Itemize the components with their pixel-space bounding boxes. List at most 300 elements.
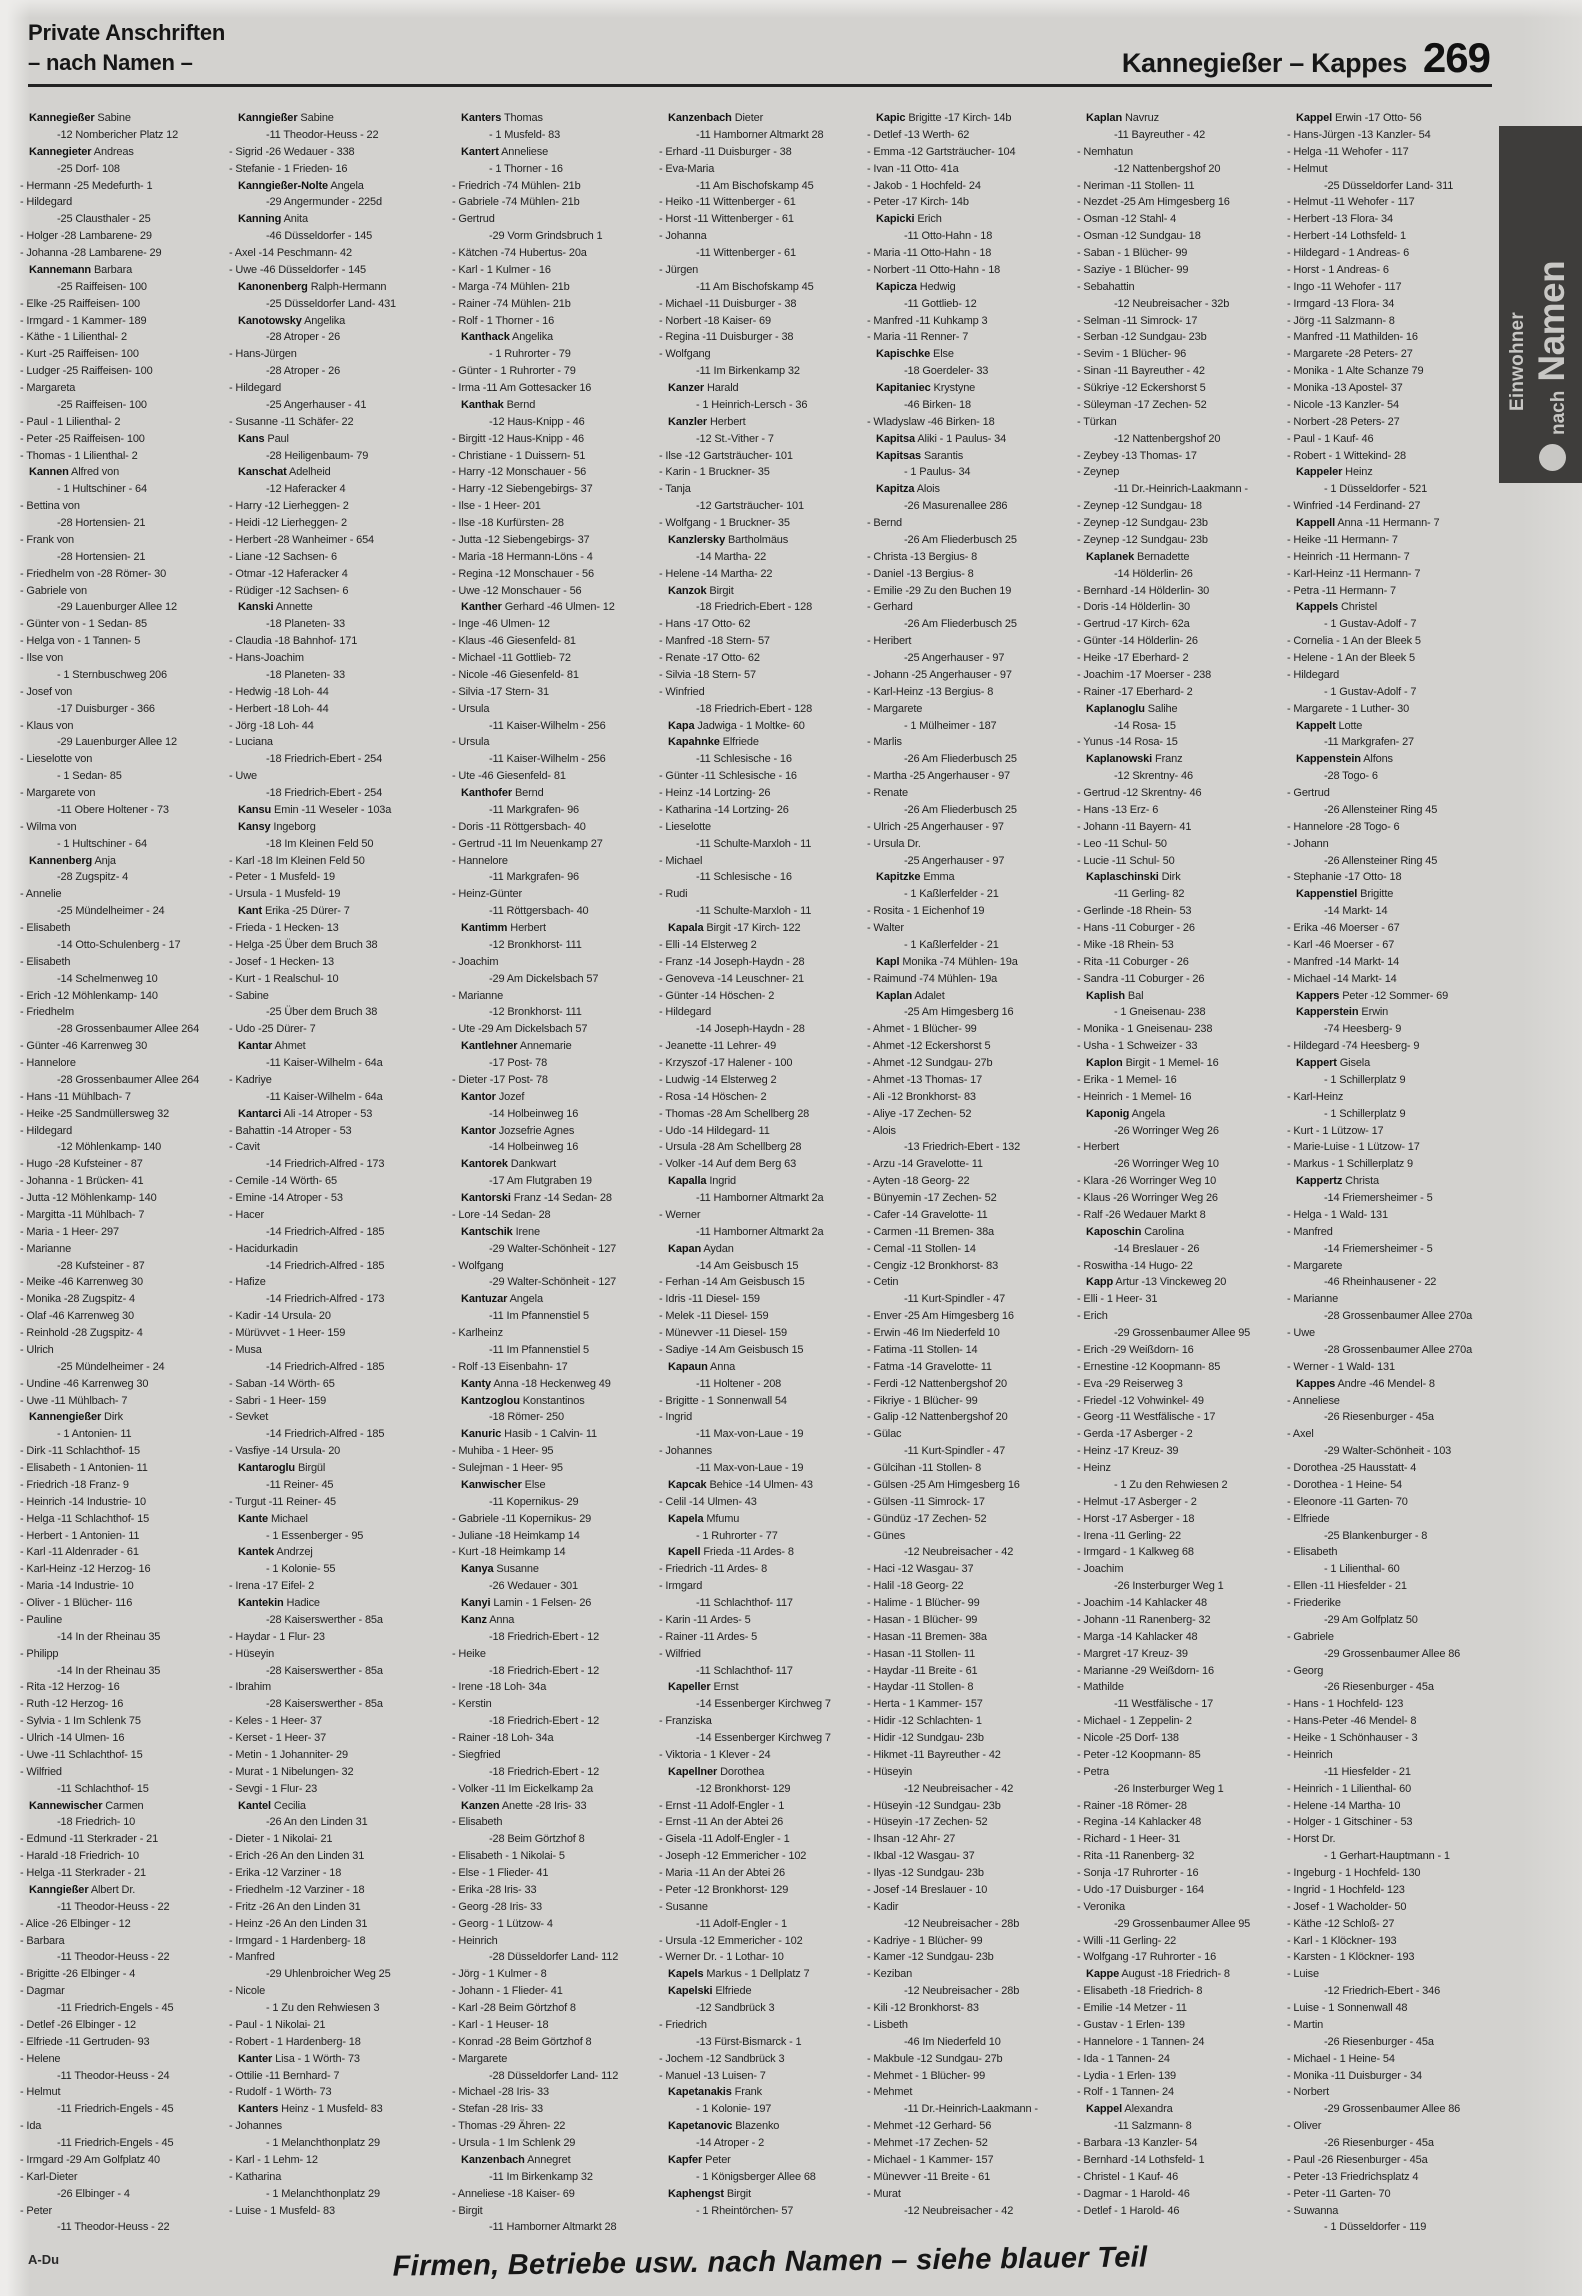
directory-line: - Monika -13 Apostel- 37 (1287, 382, 1403, 394)
directory-line: - Ursula -28 Am Schellberg 28 (659, 1141, 802, 1154)
directory-line: - Erika -46 Moerser - 67 (1287, 922, 1400, 934)
directory-line: - Raimund -74 Mühlen- 19a (867, 972, 998, 985)
directory-line: - Zeynep -12 Sundgau- 23b (1077, 517, 1208, 529)
directory-line: - Werner (659, 1208, 701, 1221)
directory-line: - Haci -12 Wasgau- 37 (867, 1563, 974, 1576)
directory-line: - Alice -26 Elbinger - 12 (20, 1917, 131, 1930)
directory-line: - Helga von - 1 Tannen- 5 (20, 635, 141, 648)
directory-line: - Günter -14 Hölderlin- 26 (1077, 635, 1198, 648)
directory-line: - Heike - 1 Schönhauser - 3 (1287, 1732, 1418, 1744)
directory-line: - Hermann -25 Medefurth- 1 (20, 179, 153, 192)
directory-line: - Uwe (1287, 1327, 1315, 1339)
directory-line: -11 Gerling- 82 (1114, 888, 1185, 901)
page-number: 269 (1422, 34, 1490, 81)
directory-line: - Margarete von (20, 787, 96, 799)
directory-line: - Ivan -11 Otto- 41a (867, 162, 959, 175)
directory-line: - Kamer -12 Sundgau- 23b (867, 1951, 994, 1964)
directory-line: - Holger -28 Lambarene- 29 (20, 230, 152, 243)
directory-line: - Türkan (1077, 415, 1117, 428)
directory-line: -25 Über dem Bruch 38 (266, 1006, 378, 1019)
directory-line: - Kadir (867, 1900, 899, 1913)
directory-line: - 1 Mülheimer - 187 (904, 719, 997, 732)
directory-line: - Leo -11 Schul- 50 (1077, 837, 1167, 850)
directory-line: -11 Schulte-Marxloh - 11 (696, 837, 812, 850)
directory-line: -74 Heesberg- 9 (1324, 1023, 1402, 1036)
directory-line: Kapetanovic Blazenko (668, 2120, 780, 2133)
directory-line: - Helmut -11 Wehofer - 117 (1287, 196, 1415, 209)
directory-line: - Johanna - 1 Brücken- 41 (20, 1175, 144, 1188)
directory-line: -28 Kaiserswerther - 85a (266, 1613, 383, 1626)
directory-line: -28 Heiligenbaum- 79 (266, 449, 369, 462)
directory-line: -26 Worringer Weg 26 (1114, 1124, 1219, 1137)
directory-line: - Fatma -14 Gravelotte- 11 (867, 1360, 992, 1373)
directory-line: - Enver -25 Am Himgesberg 16 (867, 1310, 1014, 1323)
directory-line: -14 In der Rheinau 35 (57, 1630, 161, 1643)
directory-line: -28 Togo- 6 (1324, 770, 1378, 783)
directory-line: - Erwin -46 Im Niederfeld 10 (867, 1327, 1000, 1339)
header-rule (28, 84, 1492, 87)
directory-line: - Helene -14 Martha- 22 (659, 567, 773, 580)
directory-line: - Halime - 1 Blücher- 99 (867, 1597, 980, 1609)
directory-line: Kapels Markus - 1 Dellplatz 7 (668, 1968, 810, 1981)
directory-line: - Mehmet -17 Zechen- 52 (867, 2137, 988, 2149)
directory-line: - Karin -11 Ardes- 5 (659, 1613, 751, 1626)
directory-line: - Silvia -17 Stern- 31 (452, 685, 549, 698)
directory-line: Kaplan Adalet (876, 989, 945, 1002)
directory-line: - Irmgard - 1 Kammer- 189 (20, 314, 147, 327)
directory-line: - Hüseyin (867, 1765, 913, 1778)
directory-line: - Stephanie -17 Otto- 18 (1287, 871, 1402, 884)
directory-line: - Birgit (452, 2204, 483, 2217)
directory-line: - Undine -46 Karrenweg 30 (20, 1377, 149, 1390)
directory-line: Kappelt Lotte (1296, 719, 1363, 732)
directory-line: - Konrad -28 Beim Görtzhof 8 (452, 2035, 592, 2048)
directory-line: Kapa Jadwiga - 1 Moltke- 60 (668, 719, 805, 732)
directory-line: - Marie-Luise - 1 Lützow- 17 (1287, 1141, 1420, 1154)
directory-line: - Hafize (229, 1276, 266, 1289)
directory-line: - 1 Kaßlerfelder - 21 (904, 888, 999, 901)
directory-line: - Udo -17 Duisburger - 164 (1077, 1883, 1204, 1896)
directory-line: - Hans -11 Coburger - 26 (1077, 922, 1195, 934)
directory-line: - 1 Melanchthonplatz 29 (266, 2187, 380, 2200)
directory-line: - Winfried -14 Ferdinand- 27 (1287, 500, 1421, 513)
directory-line: -14 Friedrich-Alfred - 185 (266, 1360, 385, 1373)
directory-line: Kannenberg Anja (29, 854, 116, 867)
directory-line: - Viktoria - 1 Klever - 24 (659, 1748, 771, 1761)
directory-line: - Michael (659, 854, 703, 867)
directory-line: - Emilie -14 Metzer - 11 (1077, 2002, 1187, 2014)
directory-line: -28 Düsseldorfer Land- 112 (489, 2069, 619, 2082)
directory-line: - Friedrich -11 Ardes- 8 (659, 1563, 768, 1576)
directory-line: - Elisabeth - 1 Nikolai- 5 (452, 1850, 565, 1863)
directory-line: Kanzenbach Annegret (461, 2153, 571, 2166)
directory-line: - Mike -18 Rhein- 53 (1077, 938, 1174, 951)
directory-line: - Uwe -12 Monschauer - 56 (452, 584, 582, 597)
directory-line: - Karl -18 Im Kleinen Feld 50 (229, 854, 365, 867)
directory-line: Kaplish Bal (1086, 989, 1144, 1002)
directory-line: - Gustav - 1 Erlen- 139 (1077, 2018, 1185, 2031)
directory-line: - Udo -25 Dürer- 7 (229, 1023, 316, 1036)
directory-line: -11 Hamborner Altmarkt 28 (489, 2221, 617, 2234)
directory-line: -28 Grossenbaumer Allee 270a (1324, 1343, 1473, 1356)
directory-line: - 1 Antonien- 11 (57, 1428, 132, 1441)
directory-line: Kappel Alexandra (1086, 2103, 1173, 2116)
directory-line: - Gülsen -25 Am Himgesberg 16 (867, 1478, 1020, 1491)
directory-line: Kannegießer Sabine (29, 112, 131, 124)
directory-line: -11 Otto-Hahn - 18 (904, 230, 993, 243)
directory-line: - Gertrud (1287, 787, 1330, 799)
directory-line: - Harald -18 Friedrich- 10 (20, 1850, 139, 1863)
directory-line: - Hildegard (229, 382, 282, 394)
directory-line: -28 Atroper - 26 (266, 365, 341, 378)
directory-line: - Yunus -14 Rosa- 15 (1077, 736, 1178, 749)
directory-line: - 1 Gustav-Adolf - 7 (1324, 618, 1417, 631)
directory-line: - Dirk -11 Schlachthof- 15 (20, 1445, 141, 1458)
directory-line: - Cengiz -12 Bronkhorst- 83 (867, 1259, 999, 1272)
directory-line: - Doris -14 Hölderlin- 30 (1077, 601, 1191, 614)
directory-line: Kantek Andrzej (238, 1546, 313, 1559)
directory-line: -26 Riesenburger - 45a (1324, 1411, 1434, 1424)
directory-line: - Wolfgang (452, 1259, 504, 1272)
directory-line: -26 Riesenburger - 45a (1324, 2137, 1434, 2149)
directory-line: - Friederike (1287, 1597, 1341, 1609)
directory-line: - Bünyemin -17 Zechen- 52 (867, 1192, 997, 1204)
directory-line: - Ulrich -14 Ulmen- 16 (20, 1732, 125, 1744)
directory-line: Kantorski Franz -14 Sedan- 28 (461, 1192, 612, 1204)
directory-line: - Ingrid (659, 1411, 693, 1424)
directory-line: -26 Wedauer - 301 (489, 1580, 578, 1593)
directory-line: - Michael -11 Gottlieb- 72 (452, 652, 571, 664)
directory-line: - Helmut -17 Asberger - 2 (1077, 1495, 1197, 1508)
directory-line: - Rainer -18 Römer- 28 (1077, 1799, 1187, 1812)
directory-line: - Sandra -11 Coburger - 26 (1077, 972, 1205, 985)
directory-line: -11 Bayreuther - 42 (1114, 128, 1206, 141)
directory-line: Kapeller Ernst (668, 1681, 739, 1694)
directory-line: -11 Markgrafen- 27 (1324, 736, 1415, 749)
directory-line: - Galip -12 Nattenbergshof 20 (867, 1411, 1008, 1424)
directory-line: Kappes Andre -46 Mendel- 8 (1296, 1377, 1435, 1390)
directory-line: - Jörg -11 Salzmann- 8 (1287, 314, 1395, 327)
directory-line: -12 Skrentny- 46 (1114, 770, 1193, 783)
directory-line: - Karl-Heinz -12 Herzog- 16 (20, 1563, 151, 1576)
directory-line: - 1 Zu den Rehwiesen 3 (266, 2002, 380, 2014)
directory-line: -18 Planeten- 33 (266, 618, 345, 631)
directory-line: -28 Grossenbaumer Allee 264 (57, 1023, 200, 1036)
directory-line: - Karl - 1 Klöckner- 193 (1287, 1934, 1397, 1947)
directory-line: -26 Riesenburger - 45a (1324, 2035, 1434, 2048)
directory-line: - Aliye -17 Zechen- 52 (867, 1107, 972, 1120)
directory-line: - Elisabeth (20, 922, 71, 934)
directory-line: -14 Joseph-Haydn - 28 (696, 1023, 805, 1036)
directory-line: - Mehmet -12 Gerhard- 56 (867, 2120, 992, 2133)
directory-line: - Saban -14 Wörth- 65 (229, 1377, 335, 1390)
directory-line: - Joachim -14 Kahlacker 48 (1077, 1597, 1207, 1609)
directory-line: -14 Friedrich-Alfred - 185 (266, 1259, 385, 1272)
directory-line: -11 Schlachthof- 117 (696, 1597, 793, 1609)
directory-line: -14 Friedrich-Alfred - 173 (266, 1158, 385, 1171)
directory-line: Kapitaniec Krystyne (876, 382, 976, 394)
directory-line: - Saziye - 1 Blücher- 99 (1077, 263, 1189, 276)
directory-line: - Osman -12 Sundgau- 18 (1077, 230, 1201, 243)
directory-line: - Helmut (20, 2086, 61, 2099)
directory-line: - Ida (20, 2120, 42, 2133)
directory-line: - Münevver -11 Diesel- 159 (659, 1327, 787, 1339)
directory-line: - Hüseyin -12 Sundgau- 23b (867, 1799, 1001, 1812)
directory-line: - Zeynep (1077, 466, 1120, 479)
directory-line: Kapicza Hedwig (876, 280, 956, 293)
tab-label-namen: Namen (1531, 260, 1572, 382)
directory-line: - Luise (1287, 1968, 1319, 1981)
directory-line: - Joseph -12 Emmericher - 102 (659, 1850, 807, 1863)
directory-line: - Heike -11 Hermann- 7 (1287, 533, 1398, 546)
directory-line: -26 Worringer Weg 10 (1114, 1158, 1219, 1171)
directory-line: - Susanne -11 Schäfer- 22 (229, 415, 354, 428)
directory-line: -11 Hamborner Altmarkt 28 (696, 128, 824, 141)
directory-line: - Erich (1077, 1310, 1108, 1323)
directory-line: - Karl - 1 Heuser- 18 (452, 2018, 549, 2031)
directory-line: - Manfred -11 Mathilden- 16 (1287, 331, 1418, 344)
directory-column-5 (867, 110, 1079, 2219)
directory-line: Kappell Anna -11 Hermann- 7 (1296, 517, 1440, 529)
page-title-line1: Private Anschriften (28, 20, 226, 45)
directory-line: - Paul -26 Riesenburger - 45a (1287, 2153, 1428, 2166)
directory-line: - Volker -11 Im Eickelkamp 2a (452, 1782, 593, 1795)
directory-line: - Cemal -11 Stollen- 14 (867, 1242, 976, 1255)
directory-line: - Luise - 1 Sonnenwall 48 (1287, 2002, 1408, 2014)
directory-line: -11 Am Bischofskamp 45 (696, 179, 814, 192)
directory-line: - Ernst -11 Adolf-Engler - 1 (659, 1799, 785, 1812)
directory-line: - Karl -11 Aldenrader - 61 (20, 1546, 139, 1559)
directory-line: - Ernst -11 An der Abtei 26 (659, 1816, 784, 1829)
directory-line: - Lore -14 Sedan- 28 (452, 1208, 551, 1221)
directory-line: -18 Planeten- 33 (266, 668, 345, 681)
directory-line: - Detlef - 1 Harold- 46 (1077, 2204, 1180, 2217)
directory-column-3 (452, 110, 664, 2236)
directory-line: Kaposchin Carolina (1086, 1225, 1185, 1238)
directory-line: - Erich -29 Weißdorn- 16 (1077, 1343, 1194, 1356)
directory-line: - Wilma von (20, 820, 77, 833)
directory-line: - Margitta -11 Mühlbach- 7 (20, 1208, 145, 1221)
directory-line: - Johann -25 Angerhauser - 97 (867, 668, 1012, 681)
directory-line: Kapp Artur -13 Vinckeweg 20 (1086, 1276, 1227, 1289)
directory-line: - Idris -11 Diesel- 159 (659, 1293, 760, 1306)
directory-line: - Rainer -74 Mühlen- 21b (452, 297, 571, 310)
directory-line: - Hidir -12 Schlachten- 1 (867, 1715, 982, 1728)
directory-line: - Irmgard - 1 Hardenberg- 18 (229, 1934, 366, 1947)
directory-line: -12 Neubreisacher - 32b (1114, 297, 1230, 310)
directory-line: - Peter (20, 2204, 52, 2217)
directory-line: - Ulrich (20, 1343, 54, 1356)
directory-line: - Herta - 1 Kammer- 157 (867, 1698, 983, 1711)
directory-line: -11 Kurt-Spindler - 47 (904, 1293, 1006, 1306)
directory-line: - Fatima -11 Stollen- 14 (867, 1343, 978, 1356)
directory-line: - Ahmet -13 Thomas- 17 (867, 1073, 983, 1086)
directory-line: Kanzer Harald (668, 382, 739, 394)
directory-line: - Heinrich - 1 Lilienthal- 60 (1287, 1782, 1412, 1795)
directory-line: - Dorothea - 1 Heine- 54 (1287, 1478, 1403, 1491)
directory-line: - Musa (229, 1343, 262, 1356)
directory-line: - Heinz -14 Lortzing- 26 (659, 787, 771, 799)
directory-line: - Sulejman - 1 Heer- 95 (452, 1462, 563, 1474)
directory-line: - Kurt -18 Heimkamp 14 (452, 1546, 566, 1559)
directory-line: - Elisabeth - 1 Antonien- 11 (20, 1462, 148, 1474)
directory-line: - Martin (1287, 2018, 1324, 2031)
directory-line: - Bernhard -14 Lothsfeld- 1 (1077, 2153, 1205, 2166)
directory-line: - Zeynep -12 Sundgau- 23b (1077, 533, 1208, 546)
directory-line: - Margarete (1287, 1259, 1343, 1272)
directory-line: Kapaun Anna (668, 1360, 736, 1373)
directory-line: Kappel Erwin -17 Otto- 56 (1296, 112, 1422, 124)
directory-line: -28 Beim Görtzhof 8 (489, 1833, 585, 1846)
directory-line: -13 Fürst-Bismarck - 1 (696, 2035, 802, 2048)
directory-line: - Michael -11 Duisburger - 38 (659, 297, 797, 310)
directory-line: -11 Adolf-Engler - 1 (696, 1917, 787, 1930)
directory-line: - Sonja -17 Ruhrorter - 16 (1077, 1867, 1199, 1879)
directory-line: - Klaus -46 Giesenfeld- 81 (452, 635, 576, 648)
directory-line: Kanzen Anette -28 Iris- 33 (461, 1799, 587, 1812)
directory-line: - Georg (1287, 1664, 1324, 1677)
directory-line: - Stefanie - 1 Frieden- 16 (229, 162, 348, 175)
directory-line: - Gerlinde -18 Rhein- 53 (1077, 905, 1192, 918)
directory-line: - Luise - 1 Musfeld- 83 (229, 2204, 335, 2217)
directory-line: Kannengießer Dirk (29, 1411, 124, 1424)
directory-line: - Margarete (452, 2052, 508, 2065)
directory-line: - Helga -11 Schlachthof- 15 (20, 1512, 150, 1525)
directory-line: - Ihsan -12 Ahr- 27 (867, 1833, 956, 1846)
directory-line: Kapic Brigitte -17 Kirch- 14b (876, 112, 1012, 124)
directory-line: - Johann - 1 Flieder- 41 (452, 1985, 563, 1998)
directory-line: -12 Neubreisacher - 42 (904, 1546, 1014, 1559)
directory-line: - Heinrich (452, 1934, 498, 1947)
directory-line: - Kerstin (452, 1698, 492, 1711)
directory-line: -14 Holbeinweg 16 (489, 1141, 579, 1154)
directory-line: - Petra -11 Hermann- 7 (1287, 584, 1396, 597)
directory-line: - Paul - 1 Kauf- 46 (1287, 432, 1374, 445)
directory-line: - Herbert -18 Loh- 44 (229, 702, 329, 715)
directory-line: -18 Friedrich-Ebert - 254 (266, 753, 383, 766)
directory-line: - Heike -17 Eberhard- 2 (1077, 652, 1189, 664)
directory-line: - Josef - 1 Wacholder- 50 (1287, 1900, 1407, 1913)
directory-line: - Muhiba - 1 Heer- 95 (452, 1445, 554, 1458)
directory-line: - Mürüvvet - 1 Heer- 159 (229, 1327, 346, 1339)
directory-line: -25 Am Himgesberg 16 (904, 1006, 1014, 1019)
directory-line: - Renate (867, 787, 908, 799)
directory-line: -46 Birken- 18 (904, 398, 971, 411)
directory-line: - Günter -11 Schlesische - 16 (659, 770, 797, 783)
directory-line: Kappenstein Alfons (1296, 753, 1393, 766)
directory-line: - Wladyslaw -46 Birken- 18 (867, 415, 995, 428)
directory-line: -11 Dr.-Heinrich-Laakmann - (904, 2103, 1038, 2116)
directory-line: Kanngießer Sabine (238, 112, 334, 124)
directory-line: Kapitza Alois (876, 483, 940, 496)
directory-line: - Rita -12 Herzog- 16 (20, 1681, 120, 1694)
directory-line: -11 Schlachthof- 15 (57, 1782, 149, 1795)
directory-line: Kanthak Bernd (461, 398, 536, 411)
directory-line: - Haydar - 1 Flur- 23 (229, 1630, 325, 1643)
directory-line: - Josef -14 Breslauer - 10 (867, 1883, 988, 1896)
directory-line: -18 Friedrich-Ebert - 254 (266, 787, 383, 799)
directory-line: - Josef - 1 Hecken- 13 (229, 955, 334, 968)
directory-line: - Regina -12 Monschauer - 56 (452, 567, 594, 580)
directory-line: - Günes (867, 1529, 906, 1542)
directory-line: - Gertrud -12 Skrentny- 46 (1077, 787, 1202, 799)
thumb-index-tab-text (1499, 126, 1582, 483)
directory-line: - Johanna -28 Lambarene- 29 (20, 247, 162, 259)
directory-line: - Herbert (1077, 1141, 1120, 1154)
directory-line: -26 Allensteiner Ring 45 (1324, 803, 1438, 816)
directory-line: -28 Grossenbaumer Allee 270a (1324, 1310, 1473, 1323)
directory-line: - Cemile -14 Wörth- 65 (229, 1175, 337, 1188)
directory-line: Kantschik Irene (461, 1225, 540, 1238)
directory-line: -18 Friedrich-Ebert - 128 (696, 601, 813, 614)
directory-line: - Manfred -11 Kuhkamp 3 (867, 314, 988, 327)
directory-line: - Ilse -12 Gartsträucher- 101 (659, 449, 793, 462)
directory-line: -25 Clausthaler - 25 (57, 213, 151, 226)
directory-line: Kanngießer Albert Dr. (29, 1883, 136, 1896)
directory-line: -14 Friedrich-Alfred - 185 (266, 1225, 385, 1238)
directory-line: - 1 Heinrich-Lersch - 36 (696, 398, 808, 411)
directory-line: -11 Markgrafen- 96 (489, 803, 580, 816)
directory-line: - Kerset - 1 Heer- 37 (229, 1732, 327, 1744)
directory-line: - Michael - 1 Zeppelin- 2 (1077, 1715, 1192, 1728)
directory-line: - Hedwig -18 Loh- 44 (229, 685, 329, 698)
directory-line: Kappels Christel (1296, 601, 1378, 614)
directory-line: - Harry -12 Siebengebirgs- 37 (452, 483, 593, 496)
directory-line: - Sevgi - 1 Flur- 23 (229, 1782, 318, 1795)
directory-line: - Brigitte -26 Elbinger - 4 (20, 1968, 136, 1981)
directory-line: - Lucie -11 Schul- 50 (1077, 854, 1175, 867)
directory-line: Kanther Gerhard -46 Ulmen- 12 (461, 601, 615, 614)
directory-line: - Wolfgang -17 Ruhrorter - 16 (1077, 1951, 1217, 1964)
directory-line: - Uwe (229, 770, 257, 783)
directory-line: -17 Duisburger - 366 (57, 702, 155, 715)
directory-line: - Bettina von (20, 500, 80, 513)
directory-line: - Ingrid - 1 Hochfeld- 123 (1287, 1883, 1405, 1896)
directory-line: - Robert - 1 Wittekind- 28 (1287, 449, 1406, 462)
directory-line: -26 Am Fliederbusch 25 (904, 753, 1017, 766)
directory-line: - Maria -11 An der Abtei 26 (659, 1867, 785, 1879)
directory-line: Kanters Thomas (461, 112, 543, 124)
directory-line: - Heidi -12 Lierheggen- 2 (229, 517, 347, 529)
directory-line: Kapicki Erich (876, 213, 942, 226)
directory-line: - Usha - 1 Schweizer - 33 (1077, 1040, 1198, 1053)
directory-line: - Metin - 1 Johanniter- 29 (229, 1748, 348, 1761)
directory-line: Kanty Anna -18 Heckenweg 49 (461, 1377, 611, 1390)
directory-line: - Friedhelm -12 Varziner - 18 (229, 1883, 365, 1896)
directory-line: - Norbert (1287, 2086, 1330, 2099)
directory-line: - Hans-Jürgen (229, 348, 297, 361)
directory-line: - Karl-Dieter (20, 2170, 78, 2183)
directory-line: - Günter von - 1 Sedan- 85 (20, 618, 147, 631)
directory-line: Kant Erika -25 Dürer- 7 (238, 905, 350, 918)
directory-line: -12 Nattenbergshof 20 (1114, 432, 1221, 445)
directory-line: -25 Angerhauser - 41 (266, 398, 367, 411)
directory-line: - Sinan -11 Bayreuther - 42 (1077, 365, 1205, 378)
directory-line: - Monika - 1 Gneisenau- 238 (1077, 1023, 1213, 1036)
directory-line: - Friedrich (659, 2018, 707, 2031)
circle-bullet-icon (1539, 444, 1566, 471)
directory-line: - Johann -11 Bayern- 41 (1077, 820, 1192, 833)
directory-line: - Herbert -13 Flora- 34 (1287, 213, 1393, 226)
directory-line: Kantekin Hadice (238, 1597, 320, 1609)
directory-line: -18 Friedrich-Ebert - 128 (696, 702, 813, 715)
directory-line: - Hans - 1 Hochfeld- 123 (1287, 1698, 1404, 1711)
directory-line: - Volker -14 Auf dem Berg 63 (659, 1158, 797, 1171)
directory-line: - Kurt - 1 Lützow- 17 (1287, 1124, 1384, 1137)
directory-line: - Ilse -18 Kurfürsten- 28 (452, 517, 564, 529)
directory-line: - 1 Kaßlerfelder - 21 (904, 938, 999, 951)
directory-line: - Ilse - 1 Heer- 201 (452, 500, 541, 513)
